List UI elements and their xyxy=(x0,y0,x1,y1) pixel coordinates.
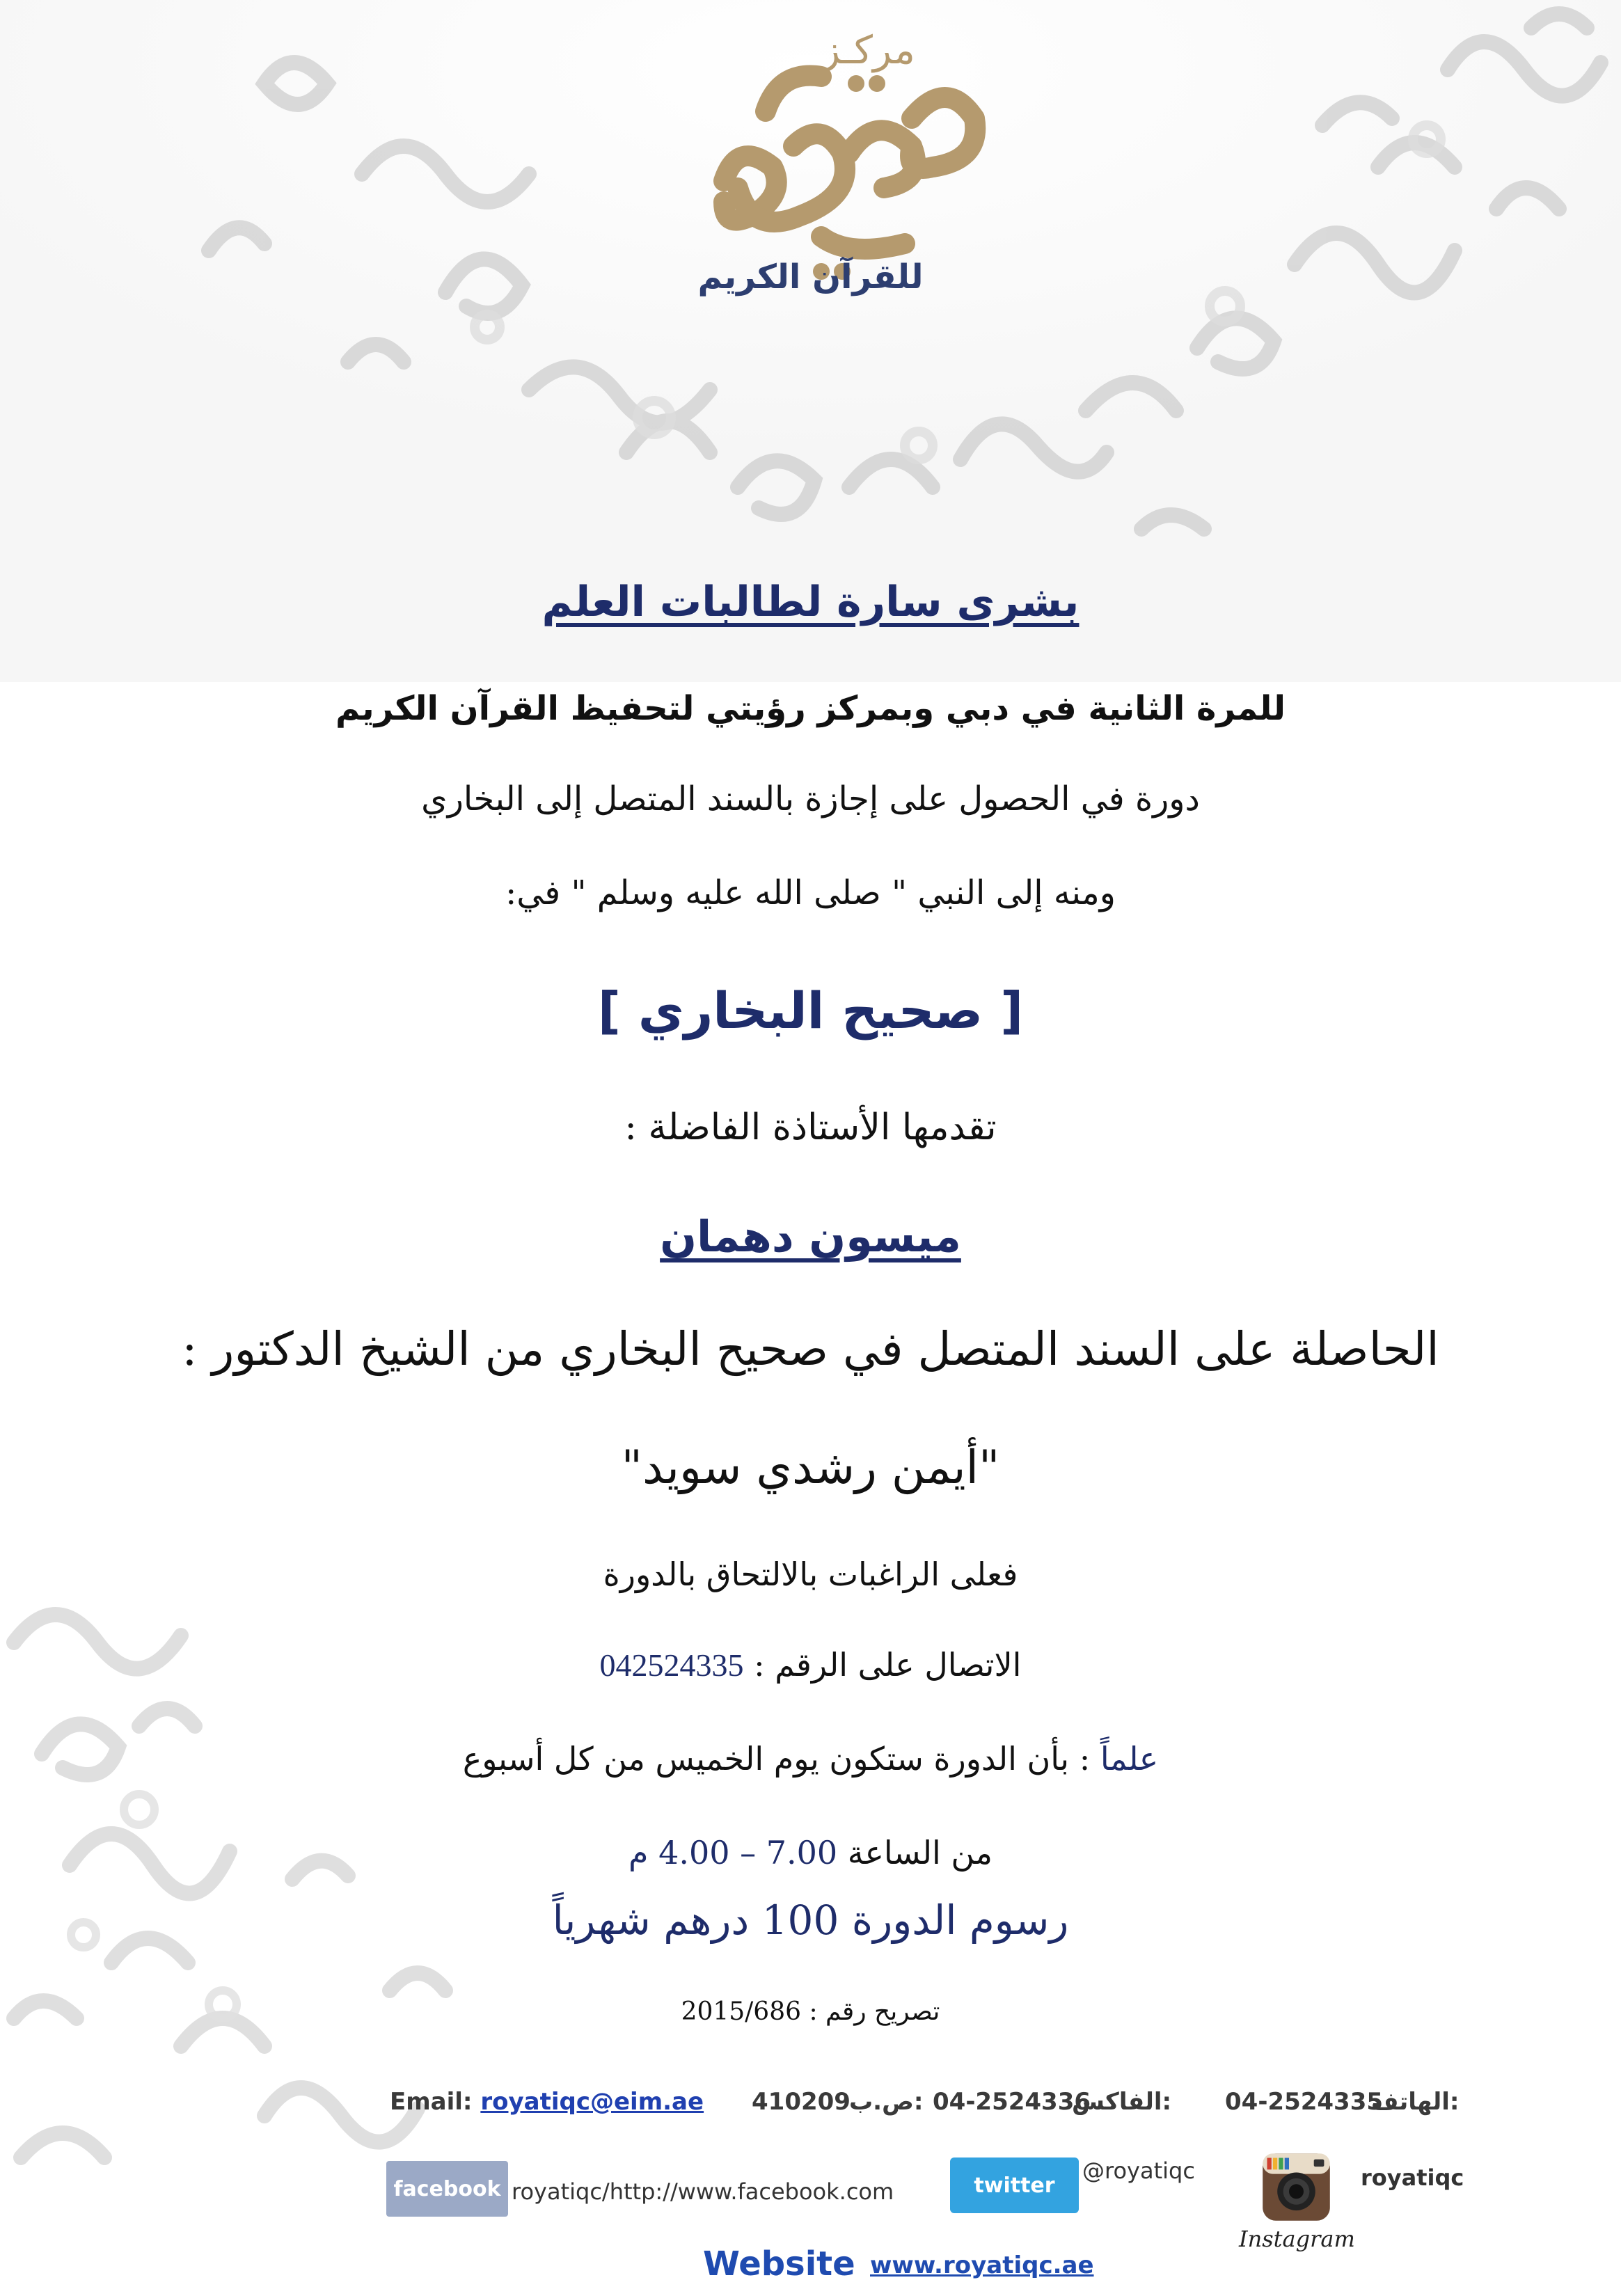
sheikh-name: "أيمن رشدي سويد" xyxy=(621,1441,1000,1494)
fax-number: 04-2524336 xyxy=(933,2088,1091,2116)
instagram-handle[interactable]: royatiqc xyxy=(1361,2164,1464,2191)
website-label: Website xyxy=(703,2244,855,2283)
join-invitation: فعلى الراغبات بالالتحاق بالدورة xyxy=(603,1555,1018,1593)
pobox-number: 410209 xyxy=(752,2088,851,2116)
phone-number: 04-2524335 xyxy=(1225,2088,1384,2116)
note-text: : بأن الدورة ستكون يوم الخميس من كل أسبوع xyxy=(462,1740,1091,1778)
presenter-intro: تقدمها الأستاذة الفاضلة : xyxy=(624,1107,997,1148)
course-description-line: دورة في الحصول على إجازة بالسند المتصل إلى البخاري xyxy=(421,779,1200,818)
note-label: علماً xyxy=(1100,1740,1159,1778)
footer-contact-row xyxy=(390,2088,1476,2130)
permit-line xyxy=(0,1997,1621,2026)
phone-label: الهاتف: xyxy=(1371,2088,1460,2116)
logo-top-word: مركـز xyxy=(821,28,915,73)
time-line xyxy=(0,1834,1621,1871)
instagram-camera-icon[interactable] xyxy=(1260,2151,1333,2224)
second-edition-line: للمرة الثانية في دبي وبمركز رؤيتي لتحفيظ القرآن الكريم xyxy=(335,689,1286,728)
pobox-label: ص.ب: xyxy=(849,2088,924,2116)
website-link[interactable]: www.royatiqc.ae xyxy=(870,2251,1094,2279)
chain-credential-text: الحاصلة على السند المتصل في صحيح البخاري من الشيخ الدكتور : xyxy=(182,1322,1439,1376)
instagram-wordmark: Instagram xyxy=(1239,2226,1355,2252)
time-label: من الساعة xyxy=(847,1834,993,1871)
twitter-handle[interactable]: @royatiqc xyxy=(1082,2158,1195,2184)
email-link[interactable]: royatiqc@eim.ae xyxy=(480,2088,704,2116)
headline: بشرى سارة لطالبات العلم xyxy=(541,578,1080,626)
logo-subtitle: للقرآن الكريم xyxy=(697,258,924,296)
contact-line xyxy=(0,1646,1621,1684)
time-range: 4.00 – 7.00 xyxy=(658,1834,838,1871)
twitter-logo-icon[interactable]: twitter xyxy=(950,2158,1079,2213)
email-group xyxy=(390,2088,704,2116)
permit-number: 2015/686 xyxy=(681,1997,802,2026)
chain-to-prophet-line: ومنه إلى النبي " صلى الله عليه وسلم " في: xyxy=(505,873,1116,912)
fax-label: الفاكس: xyxy=(1072,2088,1172,2116)
course-fee: رسوم الدورة 100 درهم شهرياً xyxy=(552,1897,1069,1944)
time-suffix: م xyxy=(628,1834,649,1871)
permit-label: تصريح رقم : xyxy=(809,1997,940,2026)
facebook-logo-icon[interactable]: facebook xyxy=(386,2161,508,2217)
book-title: [ صحيح البخاري ] xyxy=(597,981,1024,1040)
schedule-note xyxy=(0,1740,1621,1778)
facebook-link[interactable]: royatiqc/http://www.facebook.com xyxy=(512,2178,894,2205)
email-label: Email: xyxy=(390,2088,473,2116)
contact-label: الاتصال على الرقم : xyxy=(754,1646,1022,1684)
teacher-name: ميسون دهمان xyxy=(660,1211,961,1262)
contact-number[interactable]: 042524335 xyxy=(599,1647,744,1683)
